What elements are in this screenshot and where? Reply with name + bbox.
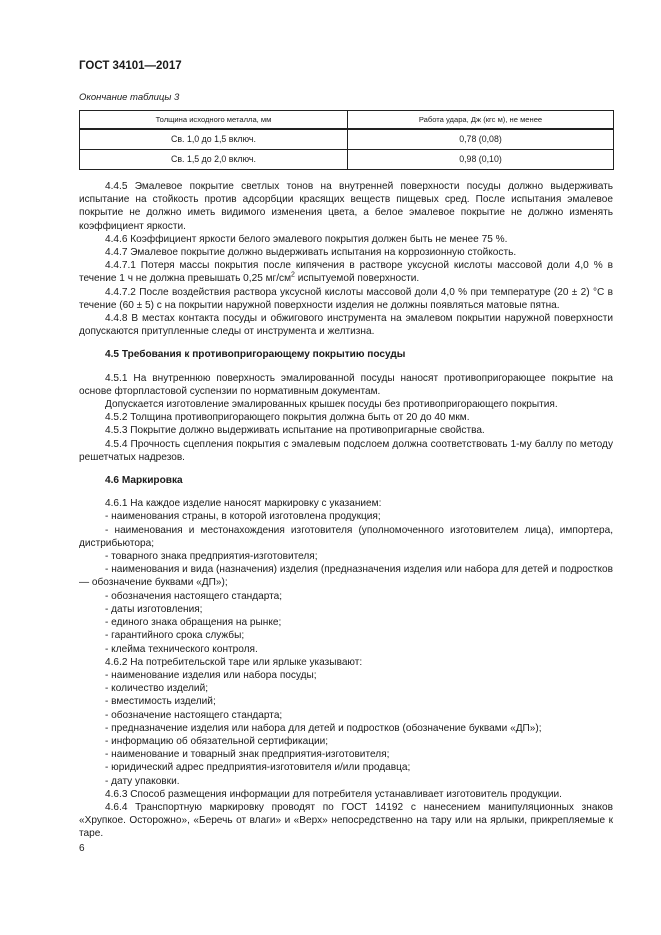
table-header-cell: Толщина исходного металла, мм: [80, 111, 348, 130]
section-heading-4-5: 4.5 Требования к противопригорающему покрытию посуды: [105, 349, 406, 361]
table-3: [79, 110, 614, 170]
list-item: - наименования страны, в которой изготовлена продукция;: [105, 511, 381, 523]
paragraph-4-4-6: 4.4.6 Коэффициент яркости белого эмалевого покрытия должен быть не менее 75 %.: [105, 233, 508, 245]
list-item: - дату упаковки.: [105, 775, 180, 787]
table-cell: 0,98 (0,10): [348, 150, 614, 170]
table-cell: 0,78 (0,08): [348, 129, 614, 150]
table-cell: Св. 1,5 до 2,0 включ.: [80, 150, 348, 170]
document-body: [79, 180, 613, 841]
paragraph-4-6-3: 4.6.3 Способ размещения информации для потребителя устанавливает изготовитель продукции.: [105, 788, 562, 800]
list-item: - даты изготовления;: [105, 603, 203, 615]
section-heading-4-6: 4.6 Маркировка: [105, 475, 183, 487]
paragraph-4-6-2: 4.6.2 На потребительской таре или ярлыке указывают:: [105, 656, 363, 668]
page-number: 6: [79, 843, 85, 854]
paragraph-4-4-7: 4.4.7 Эмалевое покрытие должно выдерживать испытания на коррозионную стойкость.: [105, 247, 517, 259]
list-item: - наименования и местонахождения изготовителя (уполномоченного изготовителем лица), импортера, дистрибьютора;: [79, 524, 613, 549]
paragraph-4-4-8: 4.4.8 В местах контакта посуды и обжигового инструмента на эмалевом покрытии наружной поверхности допускаются притупленные следы от инструмента и желтизна.: [79, 313, 613, 338]
paragraph-4-5-1: 4.5.1 На внутреннюю поверхность эмалированной посуды наносят противопригорающее покрытие на основе фторпластовой суспензии по нормативным документам.: [79, 372, 613, 397]
paragraph-4-4-7-2: 4.4.7.2 После воздействия раствора уксусной кислоты массовой доли 4,0 % при температуре (20 ± 2) °С в течение (60 ± 5) с на покрытии наружной поверхности изделия не должны появляться матовые пятна.: [79, 286, 613, 311]
list-item: - юридический адрес предприятия-изготовителя и/или продавца;: [105, 762, 411, 774]
list-item: - товарного знака предприятия-изготовителя;: [105, 551, 318, 563]
paragraph-4-5-2: 4.5.2 Толщина противопригорающего покрытия должна быть от 20 до 40 мкм.: [105, 412, 470, 424]
document-header: ГОСТ 34101—2017: [79, 60, 182, 72]
table-caption: Окончание таблицы 3: [79, 92, 180, 103]
table-cell: Св. 1,0 до 1,5 включ.: [80, 129, 348, 150]
paragraph-4-5-3: 4.5.3 Покрытие должно выдерживать испытание на противопригарные свойства.: [105, 425, 485, 437]
table-row: [80, 129, 614, 150]
table-row: [80, 150, 614, 170]
list-item: - информацию об обязательной сертификации;: [105, 735, 329, 747]
paragraph-4-6-1: 4.6.1 На каждое изделие наносят маркировку с указанием:: [105, 498, 382, 510]
paragraph-text: 4.4.7.1 Потеря массы покрытия после кипячения в растворе уксусной кислоты массовой доли 4,0 % в течение 1 ч не должна превышать 0,25 мг/см: [79, 260, 613, 285]
list-item: - количество изделий;: [105, 683, 209, 695]
paragraph-4-5-1-note: Допускается изготовление эмалированных крышек посуды без противопригорающего покрытия.: [105, 399, 558, 411]
paragraph-4-6-4: 4.6.4 Транспортную маркировку проводят по ГОСТ 14192 с нанесением манипуляционных знаков «Хрупкое. Осторожно», «Беречь от влаги» и «Верх» непосредственно на тару или на ярлыки, прикрепляемые к таре.: [79, 801, 613, 840]
table-header-cell: Работа удара, Дж (кгс м), не менее: [348, 111, 614, 130]
paragraph-4-5-4: 4.5.4 Прочность сцепления покрытия с эмалевым подслоем должна соответствовать 1-му баллу по методу решетчатых надрезов.: [79, 438, 613, 463]
paragraph-text: испытуемой поверхности.: [294, 273, 420, 285]
list-item: - наименование изделия или набора посуды;: [105, 669, 317, 681]
list-item: - гарантийного срока службы;: [105, 630, 245, 642]
list-item: - единого знака обращения на рынке;: [105, 617, 282, 629]
list-item: - наименование и товарный знак предприятия-изготовителя;: [105, 749, 390, 761]
list-item: - наименования и вида (назначения) изделия (предназначения изделия или набора для детей и подростков — обозначение буквами «ДП»);: [79, 564, 613, 589]
list-item: - обозначения настоящего стандарта;: [105, 590, 283, 602]
list-item: - клейма технического контроля.: [105, 643, 258, 655]
table-header-row: [80, 111, 614, 130]
list-item: - вместимость изделий;: [105, 696, 216, 708]
paragraph-4-4-7-1: [79, 259, 613, 285]
list-item: - предназначение изделия или набора для детей и подростков (обозначение буквами «ДП»);: [105, 722, 542, 734]
paragraph-4-4-5: 4.4.5 Эмалевое покрытие светлых тонов на внутренней поверхности посуды должно выдерживать испытание на стойкость против адсорбции красящих веществ пищевых сред. После испытания эмалевое покрытие не должно иметь видимого изменения цвета, а белое эмалевое покрытие не должно изменять коэффициент яркости.: [79, 181, 613, 232]
list-item: - обозначение настоящего стандарта;: [105, 709, 283, 721]
superscript: 2: [291, 272, 295, 280]
